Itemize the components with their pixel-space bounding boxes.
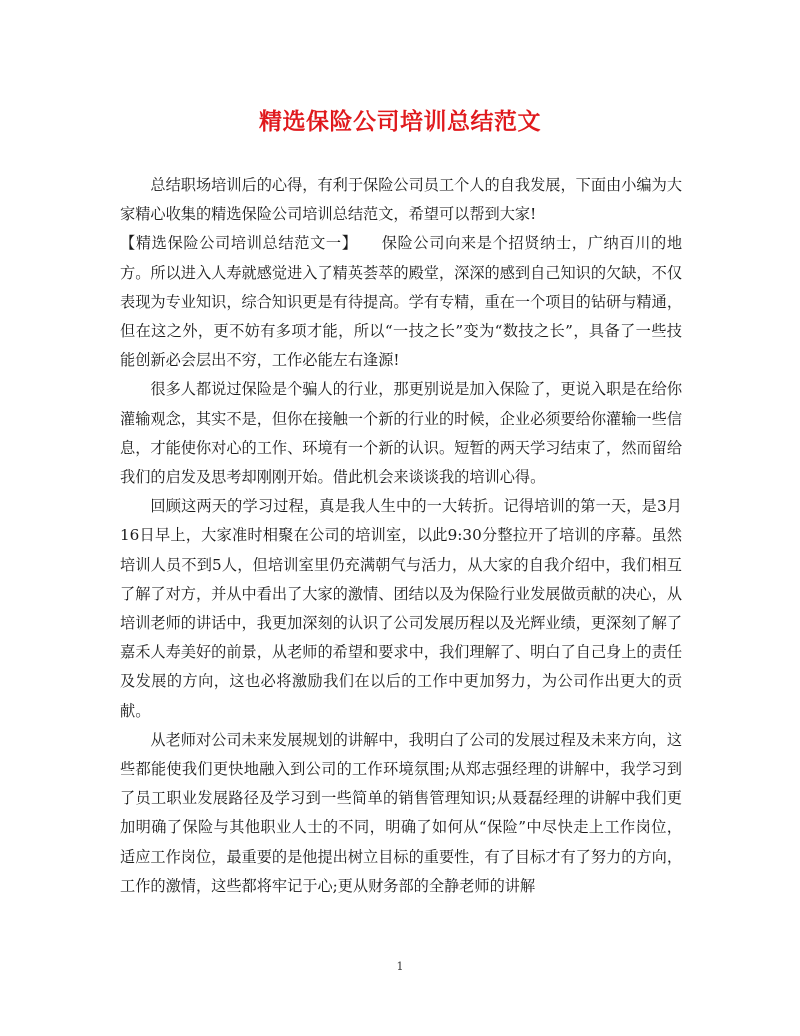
body-paragraph: 回顾这两天的学习过程，真是我人生中的一大转折。记得培训的第一天，是3月16日早上，大家准时相聚在公司的培训室，以此9:30分整拉开了培训的序幕。虽然培训人员不到5人，但培训室里仍充满朝气与活力，从大家的自我介绍中，我们相互了解了对方，并从中看出了大家的激情、团结以及为保险行业发展做贡献的决心，从培训老师的讲话中，我更加深刻的认识了公司发展历程以及光辉业绩，更深刻了解了嘉禾人寿美好的前景，从老师的希望和要求中，我们理解了、明白了自己身上的责任及发展的方向，这也必将激励我们在以后的工作中更加努力，为公司作出更大的贡献。 bbox=[120, 497, 682, 720]
section-heading: 【精选保险公司培训总结范文一】 bbox=[120, 234, 351, 253]
body-paragraph: 很多人都说过保险是个骗人的行业，那更别说是加入保险了，更说入职是在给你灌输观念，其实不是，但你在接触一个新的行业的时候，企业必须要给你灌输一些信息，才能使你对心的工作、环境有一个新的认识。短暂的两天学习结束了，然而留给我们的启发及思考却刚刚开始。借此机会来谈谈我的培训心得。 bbox=[120, 380, 682, 487]
section-first-text: 保险公司向来是个招贤纳士，广纳百川的地方。所以进入人寿就感觉进入了精英荟萃的殿堂，深深的感到自己知识的欠缺，不仅表现为专业知识，综合知识更是有待提高。学有专精，重在一个项目的钻研与精通，但在这之外，更不妨有多项才能，所以“一技之长”变为“数技之长”，具备了一些技能创新必会层出不穷，工作必能左右逢源! bbox=[120, 234, 683, 370]
intro-paragraph: 总结职场培训后的心得，有利于保险公司员工个人的自我发展，下面由小编为大家精心收集的精选保险公司培训总结范文，希望可以帮到大家! bbox=[120, 176, 682, 224]
section-spacer bbox=[350, 234, 382, 252]
document-title: 精选保险公司培训总结范文 bbox=[259, 108, 541, 135]
section-one-paragraph bbox=[120, 229, 682, 375]
body-paragraph: 从老师对公司未来发展规划的讲解中，我明白了公司的发展过程及未来方向，这些都能使我们更快地融入到公司的工作环境氛围;从郑志强经理的讲解中，我学习到了员工职业发展路径及学习到一些简单的销售管理知识;从聂磊经理的讲解中我们更加明确了保险与其他职业人士的不同，明确了如何从“保险”中尽快走上工作岗位，适应工作岗位，最重要的是他提出树立目标的重要性，有了目标才有了努力的方向，工作的激情，这些都将牢记于心;更从财务部的全静老师的讲解 bbox=[120, 730, 682, 895]
page-number: 1 bbox=[396, 960, 404, 973]
document-body bbox=[120, 171, 682, 901]
